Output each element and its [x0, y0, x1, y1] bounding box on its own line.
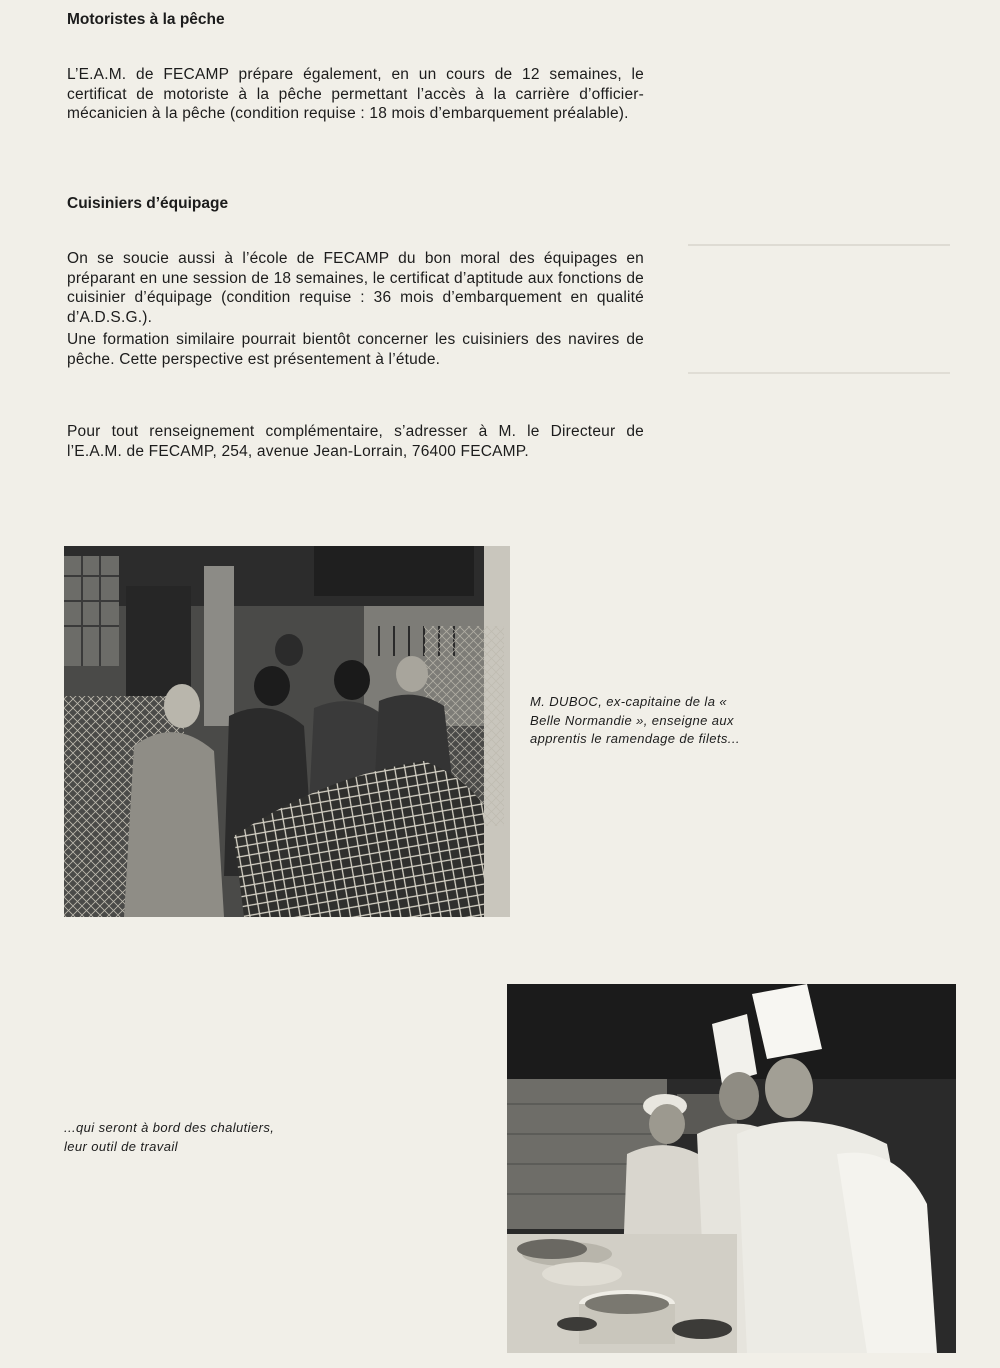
show-through-rule: [688, 244, 950, 246]
paragraph-motoristes: L’E.A.M. de FECAMP prépare également, en un cours de 12 semaines, le certificat de motoriste à la pêche permettant l’accès à la carrière d’officier-mécanicien à la pêche (condition requise : 18 mois d’embarquement préalable).: [67, 66, 644, 122]
section-heading-cuisiniers: Cuisiniers d’équipage: [67, 195, 229, 212]
caption-net-mending: M. DUBOC, ex-capitaine de la « Belle Normandie », enseigne aux apprentis le ramendage de filets...: [530, 694, 740, 746]
section-heading-motoristes: Motoristes à la pêche: [67, 11, 225, 28]
photo-cooks: [507, 984, 956, 1353]
photo-net-mending: [64, 546, 510, 917]
caption-cooks: ...qui seront à bord des chalutiers, leur outil de travail: [64, 1120, 275, 1154]
photo-cooks-image: [507, 984, 956, 1353]
show-through-rule: [688, 372, 950, 374]
paragraph-contact: Pour tout renseignement complémentaire, s’adresser à M. le Directeur de l’E.A.M. de FECAMP, 254, avenue Jean-Lorrain, 76400 FECAMP.: [67, 423, 644, 460]
paragraph-cuisiniers-2: Une formation similaire pourrait bientôt concerner les cuisiniers des navires de pêche. Cette perspective est présentement à l’étude.: [67, 331, 644, 368]
photo-net-mending-image: [64, 546, 510, 917]
paragraph-cuisiniers-1: On se soucie aussi à l’école de FECAMP du bon moral des équipages en préparant en une session de 18 semaines, le certificat d’aptitude aux fonctions de cuisinier d’équipage (condition requise : 36 mois d’embarquement en qualité d’A.D.S.G.).: [67, 250, 644, 326]
